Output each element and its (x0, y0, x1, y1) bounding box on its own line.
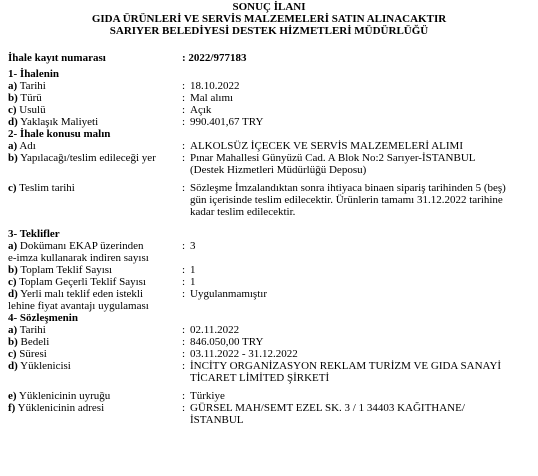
section-1-title: 1- İhalenin (8, 68, 60, 80)
colon: : (182, 360, 186, 372)
ikn-label: İhale kayıt numarası (8, 52, 106, 64)
s1-c-key: c) (8, 104, 17, 116)
s3-c-key: c) (8, 276, 17, 288)
s3-c-label: Toplam Geçerli Teklif Sayısı (19, 276, 146, 288)
s2-c-value-line1: Sözleşme İmzalandıktan sonra ihtiyaca binaen sipariş tarihinden 5 (beş) (190, 182, 506, 194)
s4-b-key: b) (8, 336, 18, 348)
s4-a-value: 02.11.2022 (190, 324, 240, 336)
s2-b-label: Yapılacağı/teslim edileceği yer (20, 152, 156, 164)
s2-a-key: a) (8, 140, 18, 152)
notice-subject: GIDA ÜRÜNLERİ VE SERVİS MALZEMELERİ SATIN ALINACAKTIR (91, 13, 447, 25)
s1-d-key: d) (8, 116, 18, 128)
section-3-title: 3- Teklifler (8, 228, 60, 240)
s3-a-label-line1: Dokümanı EKAP üzerinden (19, 240, 144, 252)
s4-row-b (8, 336, 534, 348)
section-4-title: 4- Sözleşmenin (8, 312, 78, 324)
s3-row-b (8, 264, 534, 276)
s4-b-label: Bedeli (20, 336, 50, 348)
colon: : (182, 140, 186, 152)
s2-b-key: b) (8, 152, 18, 164)
s4-f-value-line1: GÜRSEL MAH/SEMT EZEL SK. 3 / 1 34403 KAĞITHANE/ (190, 402, 465, 414)
s1-b-label: Türü (20, 92, 42, 104)
s2-a-value: ALKOLSÜZ İÇECEK VE SERVİS MALZEMELERİ ALIMI (190, 140, 463, 152)
s3-d-label-line2: lehine fiyat avantajı uygulaması (8, 300, 149, 312)
s2-row-b (8, 152, 534, 176)
colon: : (182, 402, 186, 414)
s1-a-key: a) (8, 80, 18, 92)
s4-e-label: Yüklenicinin uyruğu (18, 390, 111, 402)
s4-e-value: Türkiye (190, 390, 225, 402)
colon: : (182, 116, 186, 128)
colon: : (182, 80, 186, 92)
s1-row-a (8, 80, 534, 92)
s1-row-b (8, 92, 534, 104)
colon: : (182, 182, 186, 194)
s1-a-value: 18.10.2022 (190, 80, 240, 92)
s4-d-value-line1: İNCİTY ORGANİZASYON REKLAM TURİZM VE GIDA SANAYİ (190, 360, 502, 372)
colon: : (182, 348, 186, 360)
colon: : (182, 324, 186, 336)
s4-row-e (8, 390, 534, 402)
s2-c-label: Teslim tarihi (19, 182, 75, 194)
s4-c-key: c) (8, 348, 17, 360)
ikn-row (8, 52, 534, 64)
s3-b-value: 1 (190, 264, 196, 276)
notice-body (8, 52, 534, 426)
s4-c-value: 03.11.2022 - 31.12.2022 (190, 348, 298, 360)
s3-d-label-line1: Yerli malı teklif eden istekli (20, 288, 144, 300)
s4-a-label: Tarihi (19, 324, 46, 336)
s1-row-d (8, 116, 534, 128)
colon: : (182, 288, 186, 300)
s2-b-value-line1: Pınar Mahallesi Günyüzü Cad. A Blok No:2 Sarıyer-İSTANBUL (190, 152, 476, 164)
s3-row-d (8, 288, 534, 312)
colon: : (182, 276, 186, 288)
s2-row-c (8, 182, 534, 218)
notice-header (0, 0, 538, 37)
s3-a-key: a) (8, 240, 18, 252)
s4-row-a (8, 324, 534, 336)
s3-row-c (8, 276, 534, 288)
s4-b-value: 846.050,00 TRY (190, 336, 264, 348)
s3-a-label-line2: e-imza kullanarak indiren sayısı (8, 252, 149, 264)
s4-e-key: e) (8, 390, 17, 402)
s2-c-key: c) (8, 182, 17, 194)
s2-c-value-line3: kadar teslim edilecektir. (190, 206, 296, 218)
s4-row-c (8, 348, 534, 360)
colon: : (182, 104, 186, 116)
s3-b-key: b) (8, 264, 18, 276)
s1-b-value: Mal alımı (190, 92, 234, 104)
ikn-value: : 2022/977183 (182, 52, 247, 64)
colon: : (182, 264, 186, 276)
s3-c-value: 1 (190, 276, 196, 288)
colon: : (182, 92, 186, 104)
s1-b-key: b) (8, 92, 18, 104)
s1-row-c (8, 104, 534, 116)
s4-f-label: Yüklenicinin adresi (17, 402, 105, 414)
s2-b-value-line2: (Destek Hizmetleri Müdürlüğü Deposu) (190, 164, 367, 176)
s3-b-label: Toplam Teklif Sayısı (20, 264, 113, 276)
notice-authority: SARIYER BELEDİYESİ DESTEK HİZMETLERİ MÜDÜRLÜĞÜ (109, 25, 429, 37)
colon: : (182, 390, 186, 402)
s2-c-value-line2: gün içerisinde teslim edilecektir. Ürünlerin tamamı 31.12.2022 tarihine (190, 194, 503, 206)
section-2-title: 2- İhale konusu malın (8, 128, 111, 140)
s4-f-key: f) (8, 402, 16, 414)
s3-a-value: 3 (190, 240, 196, 252)
s4-d-key: d) (8, 360, 18, 372)
s1-d-label: Yaklaşık Maliyeti (20, 116, 99, 128)
s4-f-value-line2: İSTANBUL (190, 414, 244, 426)
s4-d-value-line2: TİCARET LİMİTED ŞİRKETİ (190, 372, 330, 384)
colon: : (182, 152, 186, 164)
s1-c-value: Açık (190, 104, 212, 116)
notice-title: SONUÇ İLANI (232, 1, 306, 13)
s4-d-label: Yüklenicisi (20, 360, 71, 372)
s1-c-label: Usulü (19, 104, 46, 116)
s4-a-key: a) (8, 324, 18, 336)
colon: : (182, 240, 186, 252)
s4-c-label: Süresi (19, 348, 47, 360)
colon: : (182, 336, 186, 348)
s3-d-key: d) (8, 288, 18, 300)
s3-row-a (8, 240, 534, 264)
s1-d-value: 990.401,67 TRY (190, 116, 264, 128)
s4-row-f (8, 402, 534, 426)
s4-row-d (8, 360, 534, 384)
s2-a-label: Adı (19, 140, 36, 152)
s2-row-a (8, 140, 534, 152)
s1-a-label: Tarihi (19, 80, 46, 92)
s3-d-value: Uygulanmamıştır (190, 288, 267, 300)
